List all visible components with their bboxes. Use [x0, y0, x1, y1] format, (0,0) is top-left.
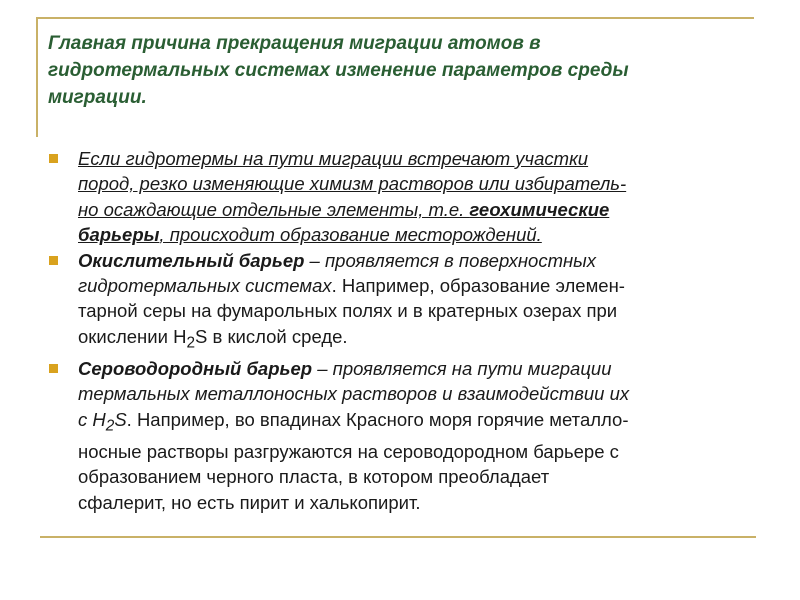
text-fragment: но осаждающие отдельные элементы, т.е.	[78, 198, 470, 220]
title-line: гидротермальных системах изменение параметров среды	[48, 60, 629, 81]
text-line	[78, 407, 749, 439]
text-fragment: S в кислой среде.	[195, 325, 348, 347]
title-line: Главная причина прекращения миграции атомов в	[48, 33, 541, 54]
bullet-text	[78, 146, 749, 248]
emphasis-term: барьеры	[78, 224, 160, 246]
text-line	[78, 197, 749, 222]
text-line: тарной серы на фумарольных полях и в кратерных озерах при	[78, 300, 618, 322]
text-line: носные растворы разгружаются на сероводородном барьере с	[78, 440, 619, 462]
text-fragment: – проявляется на пути миграции	[312, 357, 612, 379]
bullet-text	[78, 248, 749, 356]
subscript: 2	[105, 417, 115, 435]
slide-title	[48, 30, 748, 111]
text-line	[78, 248, 749, 273]
bullet-list	[49, 146, 749, 515]
text-line: пород, резко изменяющие химизм растворов или избиратель-	[78, 173, 627, 195]
text-fragment: – проявляется в поверхностных	[304, 249, 597, 271]
text-fragment: . Например, во впадинах Красного моря горячие металло-	[126, 408, 629, 430]
bullet-item	[49, 146, 749, 248]
left-rule	[36, 17, 38, 137]
square-bullet-icon	[49, 364, 58, 373]
top-rule	[36, 17, 754, 19]
text-fragment: S	[114, 408, 127, 430]
bottom-rule	[40, 536, 756, 538]
text-fragment: , происходит образование месторождений.	[159, 224, 542, 246]
text-line	[78, 356, 749, 381]
text-line	[78, 324, 749, 356]
square-bullet-icon	[49, 154, 58, 163]
square-bullet-icon	[49, 256, 58, 265]
bullet-item	[49, 356, 749, 515]
text-fragment: . Например, образование элемен-	[331, 275, 625, 297]
bullet-item	[49, 248, 749, 356]
bullet-text	[78, 356, 749, 515]
subscript: 2	[186, 334, 196, 352]
text-fragment: гидротермальных системах	[78, 275, 332, 297]
term: Сероводородный барьер	[78, 357, 313, 379]
term: Окислительный барьер	[78, 249, 305, 271]
title-line: миграции.	[48, 87, 147, 108]
text-line	[78, 273, 749, 298]
text-line: термальных металлоносных растворов и взаимодействии их	[78, 383, 630, 405]
text-line: Если гидротермы на пути миграции встречают участки	[78, 148, 589, 169]
text-fragment: окислении H	[78, 325, 187, 347]
text-fragment: с H	[78, 408, 106, 430]
text-line: образованием черного пласта, в котором преобладает	[78, 466, 550, 488]
text-line: сфалерит, но есть пирит и халькопирит.	[78, 491, 421, 513]
emphasis-term: геохимические	[469, 198, 610, 220]
text-line	[78, 222, 749, 247]
